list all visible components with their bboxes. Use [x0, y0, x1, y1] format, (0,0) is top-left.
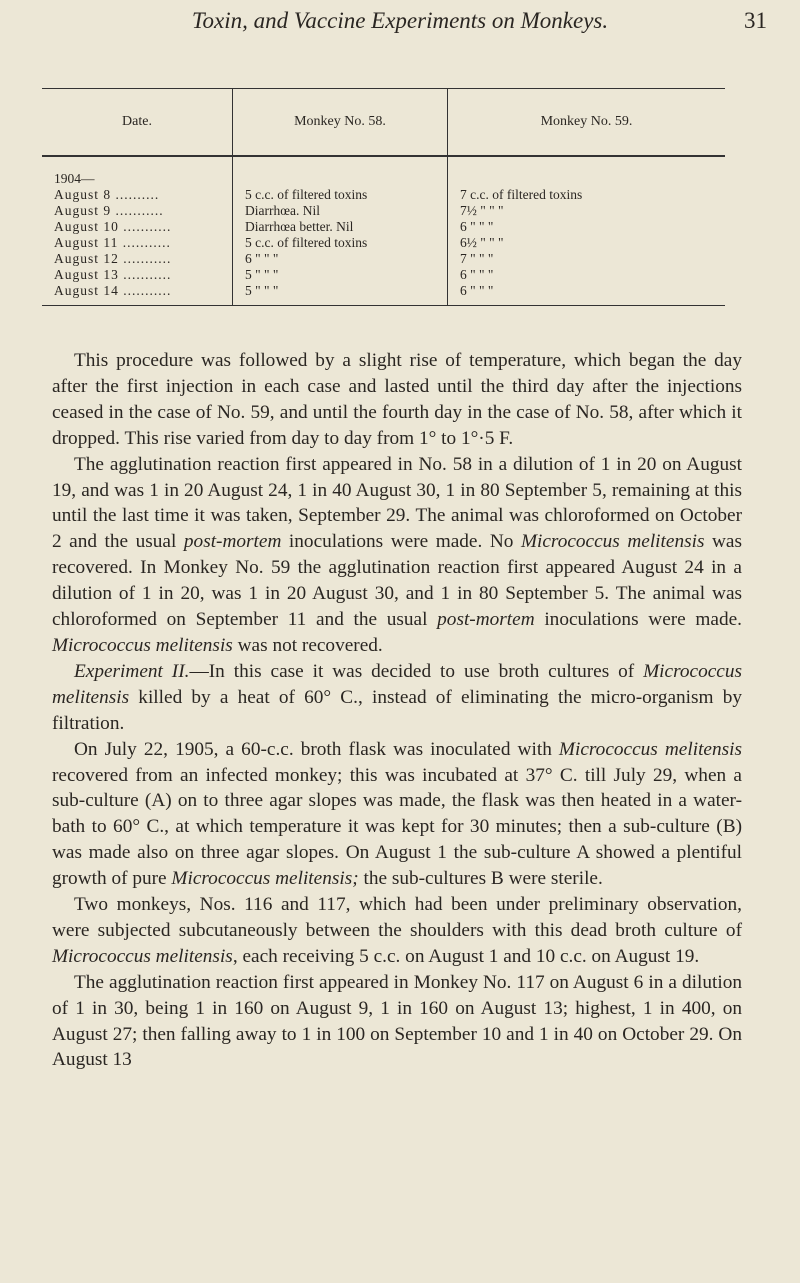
m59-cell: 7 " " " [460, 251, 494, 266]
header-monkey-58: Monkey No. 58. [233, 89, 448, 157]
m58-cell: 5 c.c. of filtered toxins [245, 235, 368, 250]
date-cell: August 8 .......... [54, 187, 160, 202]
paragraph-experiment-ii: Experiment II.—In this case it was decided to use broth cultures of Micrococcus melitensis killed by a heat of 60° C., instead of eliminating the micro-organism by filtration. [52, 660, 742, 734]
page-number: 31 [744, 8, 767, 33]
date-cell: August 9 ........... [54, 203, 164, 218]
m58-cell: Diarrhœa better. Nil [245, 219, 354, 234]
m59-cell: 7 c.c. of filtered toxins [460, 187, 583, 202]
monkey-dosing-table [42, 88, 725, 306]
running-header: Toxin, and Vaccine Experiments on Monkeys. [191, 8, 609, 33]
m59-cell: 6 " " " [460, 267, 494, 282]
date-cell: August 14 ........... [54, 283, 172, 298]
m58-cell: 5 " " " [245, 267, 279, 282]
paragraph-two-monkeys: Two monkeys, Nos. 116 and 117, which had been under preliminary observation, were subjected subcutaneously between the shoulders with this dead broth culture of Micrococcus melitensis, each receiving 5 c.c. on August 1 and 10 c.c. on August 19. [52, 894, 742, 967]
paragraph-temperature: This procedure was followed by a slight rise of temperature, which began the day after the first injection in each case and lasted until the third day after the injections ceased in the case of No. 59, and until the fourth day in the case of No. 58, after which it dropped. This rise varied from day to day from 1° to 1°·5 F. [52, 350, 742, 449]
date-cell: August 10 ........... [54, 219, 172, 234]
date-cell: August 12 ........... [54, 251, 172, 266]
m59-cell: 6 " " " [460, 283, 494, 298]
experiment-label: Experiment II. [74, 660, 190, 682]
m59-cell: 7½ " " " [460, 203, 504, 218]
m58-cell: 5 c.c. of filtered toxins [245, 187, 368, 202]
paragraph-agglutination: The agglutination reaction first appeared in No. 58 in a dilution of 1 in 20 on August 19, and was 1 in 20 August 24, 1 in 40 August 30, 1 in 80 September 5, remaining at this until the last time it was taken, September 29. The animal was chloroformed on October 2 and the usual post-mortem inoculations were made. No Micrococcus melitensis was recovered. In Monkey No. 59 the agglutination reaction first appeared August 24 in a dilution of 1 in 20, was 1 in 20 August 30, and 1 in 80 September 5. The animal was chloroformed on September 11 and the usual post-mortem inoculations were made. Micrococcus melitensis was not recovered. [52, 453, 742, 656]
date-column [42, 156, 233, 306]
header-date: Date. [42, 89, 233, 157]
monkey-58-column [233, 156, 448, 306]
year-label: 1904— [54, 171, 95, 186]
header-monkey-59: Monkey No. 59. [448, 89, 726, 157]
body-text [52, 348, 742, 1073]
m58-cell: Diarrhœa. Nil [245, 203, 320, 218]
m58-cell: 5 " " " [245, 283, 279, 298]
date-cell: August 11 ........... [54, 235, 171, 250]
m59-cell: 6 " " " [460, 219, 494, 234]
m59-cell: 6½ " " " [460, 235, 504, 250]
paragraph-broth-flask: On July 22, 1905, a 60-c.c. broth flask was inoculated with Micrococcus melitensis recovered from an infected monkey; this was incubated at 37° C. till July 29, when a sub-culture (A) on to three agar slopes was made, the flask was then heated in a water-bath to 60° C., at which temperature it was kept for 30 minutes; then a sub-culture (B) was made also on three agar slopes. On August 1 the sub-culture A showed a plentiful growth of pure Micrococcus melitensis; the sub-cultures B were sterile. [52, 738, 742, 890]
paragraph-monkey-117: The agglutination reaction first appeared in Monkey No. 117 on August 6 in a dilution of 1 in 30, being 1 in 160 on August 9, 1 in 160 on August 13; highest, 1 in 400, on August 27; then falling away to 1 in 100 on September 10 and 1 in 40 on October 29. On August 13 [52, 971, 742, 1071]
m58-cell: 6 " " " [245, 251, 279, 266]
date-cell: August 13 ........... [54, 267, 172, 282]
monkey-59-column [448, 156, 726, 306]
